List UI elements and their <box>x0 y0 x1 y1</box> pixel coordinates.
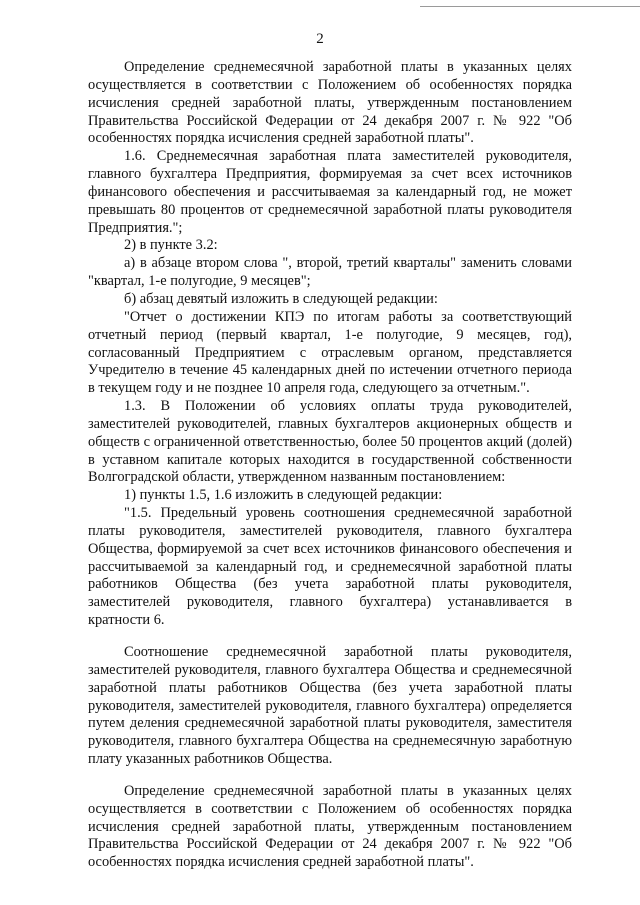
paragraph-clause-1-6: 1.6. Среднемесячная заработная плата заместителей руководителя, главного бухгалтера Предприятия, формируемая за счет всех источников финансового обеспечения и рассчитываемая за календарный год, не может превышать 80 процентов от среднемесячной заработной платы руководителя Предприятия."; <box>88 148 572 236</box>
paragraph-clause-1-5: "1.5. Предельный уровень соотношения среднемесячной заработной платы руководителя, заместителей руководителя, главного бухгалтера Общества, формируемой за счет всех источников финансового обеспечения и рассчитываемой за календарный год, и среднемесячной заработной платы работников Общества (без учета заработной платы руководителя, заместителей руководителя, главного бухгалтера) устанавливается в кратности 6. <box>88 505 572 629</box>
paragraph-kpi-report: "Отчет о достижении КПЭ по итогам работы за соответствующий отчетный период (первый квартал, 1-е полугодие, 9 месяцев, год), согласованный Предприятием с отраслевым органом, представляется Учредителю в течение 45 календарных дней по истечении отчетного периода в текущем году и не позднее 10 апреля года, следующего за отчетным.". <box>88 308 572 397</box>
paragraph-items-1-5-1-6: 1) пункты 1.5, 1.6 изложить в следующей редакции: <box>124 487 443 504</box>
paragraph-subitem-b: б) абзац девятый изложить в следующей редакции: <box>124 290 438 307</box>
paragraph-salary-determination: Определение среднемесячной заработной платы в указанных целях осуществляется в соответствии с Положением об особенностях порядка исчисления средней заработной платы, утвержденным постановлением Правительства Российской Федерации от 24 декабря 2007 г. № 922 "Об особенностях порядка исчисления средней заработной платы". <box>88 59 572 147</box>
paragraph-clause-1-3: 1.3. В Положении об условиях оплаты труда руководителей, заместителей руководителей, главных бухгалтеров акционерных обществ и обществ с ограниченной ответственностью, более 50 процентов акций (долей) в уставном капитале которых находится в государственной собственности Волгоградской области, утвержденном названным постановлением: <box>88 398 572 486</box>
paragraph-salary-determination-society: Определение среднемесячной заработной платы в указанных целях осуществляется в соответствии с Положением об особенностях порядка исчисления средней заработной платы, утвержденным постановлением Правительства Российской Федерации от 24 декабря 2007 г. № 922 "Об особенностях порядка исчисления средней заработной платы". <box>88 782 572 871</box>
paragraph-ratio-definition: Соотношение среднемесячной заработной платы руководителя, заместителей руководителя, главного бухгалтера Общества и среднемесячной заработной платы работников Общества (без учета заработной платы руководителя, заместителей руководителя, главного бухгалтера) определяется путем деления среднемесячной заработной платы руководителя, заместителя руководителя, главного бухгалтера Общества на среднемесячную заработную плату указанных работников Общества. <box>88 644 572 768</box>
paragraph-item-3-2: 2) в пункте 3.2: <box>124 237 218 254</box>
page-number: 2 <box>316 31 324 47</box>
top-border-line <box>420 6 640 7</box>
paragraph-subitem-a: а) в абзаце втором слова ", второй, третий кварталы" заменить словами "квартал, 1-е полугодие, 9 месяцев"; <box>88 255 572 290</box>
document-body <box>88 59 572 872</box>
